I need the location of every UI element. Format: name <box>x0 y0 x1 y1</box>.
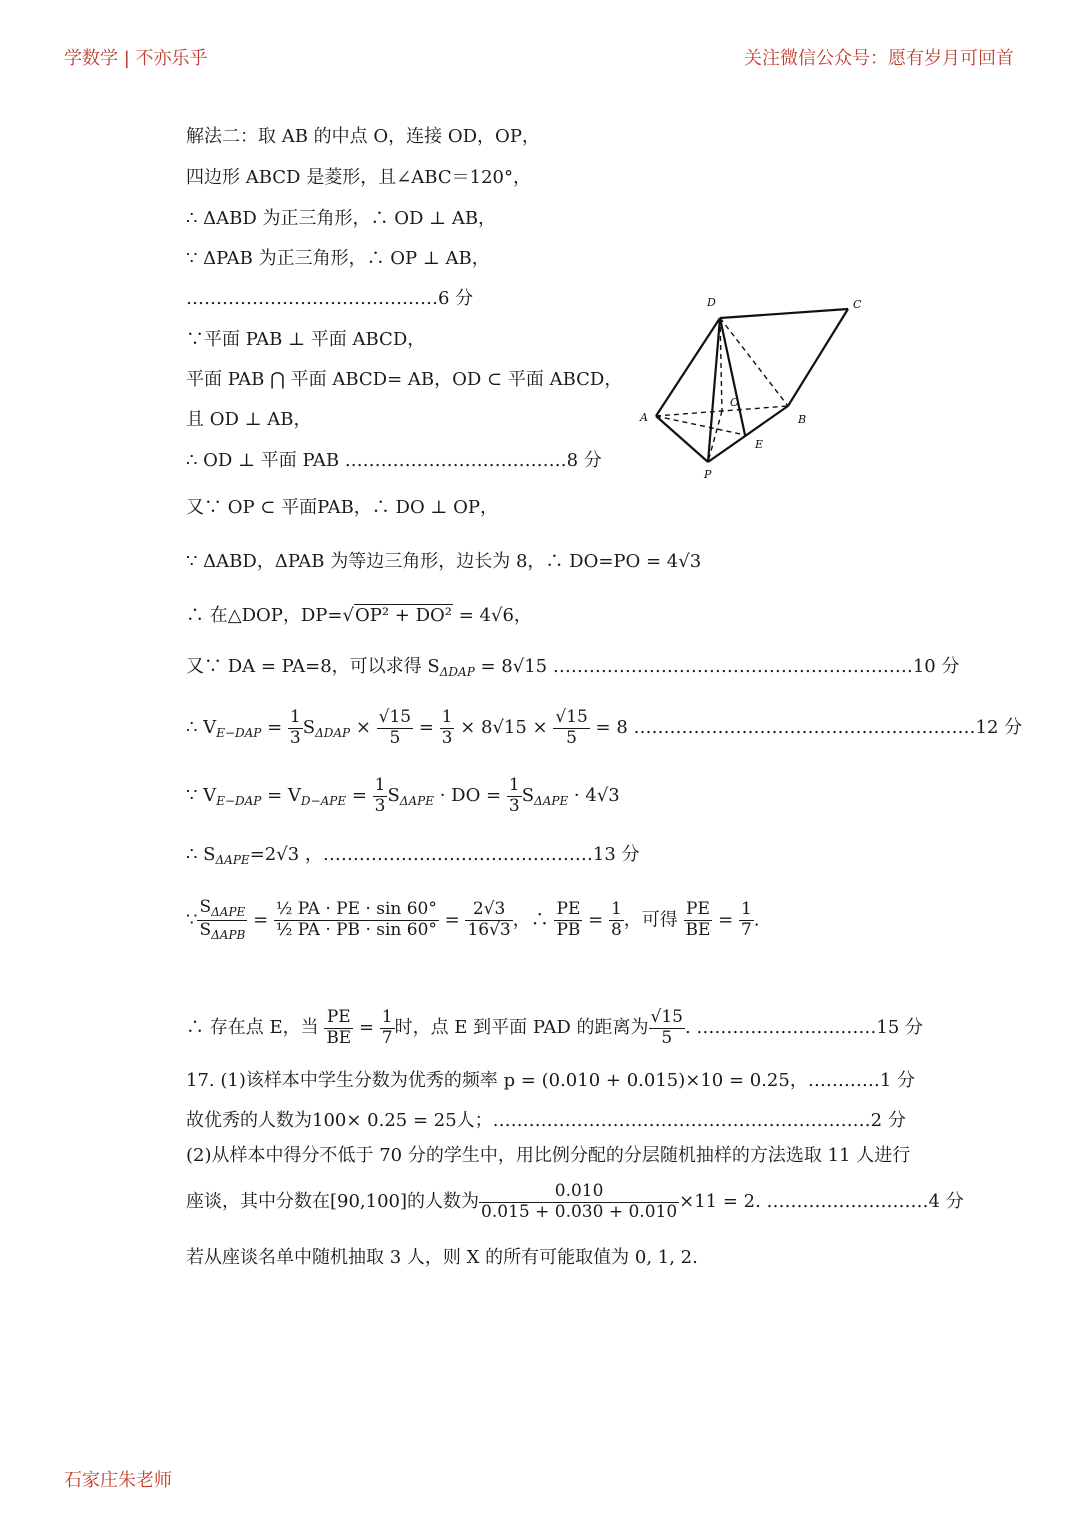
frac-num: 1 <box>289 707 301 727</box>
frac-one-third-d <box>507 776 522 816</box>
frac-den: 16√3 <box>467 919 511 940</box>
eq-ve-post: · 4√3 <box>568 785 620 807</box>
frac-den: 3 <box>508 795 520 816</box>
line-7: 平面 PAB ⋂ 平面 ABCD= AB，OD ⊂ 平面 ABCD， <box>186 369 623 390</box>
frac-num: √15 <box>555 707 588 727</box>
line-5-score: ……………………………………6 分 <box>186 288 474 309</box>
edge-do-hidden <box>720 318 722 411</box>
frac-num: 1 <box>441 707 453 727</box>
eq-dp-pre: ∴ 在△DOP，DP= <box>186 605 343 626</box>
eq-v-sub2: ΔDAP <box>315 726 351 741</box>
eq-ve-s1: S <box>387 785 400 807</box>
frac-one-seventh <box>739 900 754 940</box>
eq-concl-eq: = <box>353 1017 380 1039</box>
label-b: B <box>798 413 807 426</box>
eq-ratio-eq1: = <box>247 909 274 931</box>
frac-num-s: S <box>199 897 212 917</box>
eq-v-times: × <box>350 717 377 739</box>
eq-sape-sub: ΔAPE <box>215 853 250 867</box>
edge-ad <box>656 318 720 416</box>
eq-v-mid4: × 8√15 × <box>454 717 554 739</box>
pyramid-figure <box>636 292 876 492</box>
frac-den-s: S <box>199 919 212 940</box>
eq-ratio-pre: ∵ <box>186 909 198 931</box>
line-17d <box>186 1182 964 1222</box>
eq-sdap-post: = 8√15 ……………………………………………………10 分 <box>474 656 960 677</box>
frac-num: ½ PA · PE · sin 60° <box>274 900 439 921</box>
eq-v-sub: E−DAP <box>216 726 262 741</box>
frac-den: 5 <box>389 727 401 748</box>
eq-ve-do: · DO = <box>433 785 507 807</box>
line-17c: (2)从样本中得分不低于 70 分的学生中，用比例分配的分层随机抽样的方法选取 11 人进行 <box>186 1145 911 1166</box>
label-o: O <box>730 396 740 409</box>
line-17e: 若从座谈名单中随机抽取 3 人，则 X 的所有可能取值为 0, 1, 2. <box>186 1247 698 1268</box>
eq-v-s: S <box>302 717 316 739</box>
header-left: 学数学 | 不亦乐乎 <box>64 48 208 69</box>
frac-sin-area <box>274 900 439 940</box>
eq-ve-mid: = V <box>261 785 301 807</box>
eq-concl-pre: ∴ 存在点 E，当 <box>186 1017 325 1039</box>
frac-den: 7 <box>381 1027 393 1048</box>
line-6: ∵平面 PAB ⊥ 平面 ABCD， <box>186 329 426 350</box>
frac-num: PE <box>324 1008 353 1029</box>
frac-one-seventh-b <box>380 1008 395 1048</box>
frac-pe-pb <box>554 900 582 940</box>
header-right: 关注微信公众号：愿有岁月可回首 <box>744 48 1014 69</box>
edge-ap <box>656 416 708 462</box>
line-dp: ∴ 在△DOP，DP=√OP² + DO² = 4√6， <box>186 605 532 626</box>
frac-num <box>197 898 247 921</box>
frac-num: 1 <box>381 1007 393 1027</box>
label-e: E <box>755 438 764 451</box>
eq-concl-mid: 时，点 E 到平面 PAD 的距离为 <box>394 1017 649 1039</box>
frac-den: 7 <box>740 919 752 940</box>
edge-ae-hidden <box>656 416 745 435</box>
frac-r15-over-5-c <box>649 1008 685 1048</box>
eq-17d-post: ×11 = 2. ………………………4 分 <box>679 1191 964 1213</box>
eq-ve-eq: = <box>346 785 373 807</box>
frac-sape-sapb <box>197 898 247 943</box>
frac-num: 2√3 <box>465 900 512 921</box>
line-ratio <box>186 898 760 943</box>
line-8: 且 OD ⊥ AB， <box>186 409 312 430</box>
eq-ratio-eq2: = <box>438 909 466 931</box>
line-conclusion <box>186 1008 923 1048</box>
eq-ratio-eq4: = <box>712 909 739 931</box>
eq-v-eq1: = <box>261 717 288 739</box>
frac-num: 1 <box>610 899 622 920</box>
line-4: ∵ ΔPAB 为正三角形，∴ OP ⊥ AB， <box>186 248 490 269</box>
line-3: ∴ ΔABD 为正三角形，∴ OD ⊥ AB， <box>186 208 497 229</box>
eq-concl-post: . …………………………15 分 <box>684 1017 924 1039</box>
line-17b: 故优秀的人数为100× 0.25 = 25人；………………………………………………………2 分 <box>186 1110 906 1131</box>
eq-ratio-end: . <box>753 909 760 931</box>
frac-den: PB <box>556 919 581 940</box>
frac-stratified <box>479 1182 679 1222</box>
eq-v-post: = 8 …………………………………………………12 分 <box>589 717 1023 739</box>
eq-sdap-pre: 又∵ DA = PA=8，可以求得 S <box>186 656 440 677</box>
frac-num: √15 <box>650 1007 683 1027</box>
frac-one-third-c <box>373 776 388 816</box>
frac-num: 1 <box>374 775 386 795</box>
line-volume <box>186 708 1022 748</box>
eq-dp-radicand: OP² + DO² <box>354 605 452 626</box>
frac-num: 1 <box>740 899 752 920</box>
eq-ve-s2: S <box>521 785 535 807</box>
eq-v-eq2: = <box>413 717 440 739</box>
frac-den: BE <box>685 919 711 940</box>
edge-de <box>720 318 745 435</box>
frac-one-third-b <box>440 708 455 748</box>
edge-pb <box>708 406 788 462</box>
line-volume-eq <box>186 776 620 816</box>
eq-dp-post: = 4√6， <box>453 605 532 626</box>
frac-den: 0.015 + 0.030 + 0.010 <box>481 1201 678 1222</box>
line-2: 四边形 ABCD 是菱形，且∠ABC＝120°， <box>186 167 531 188</box>
frac-den: 5 <box>566 727 577 748</box>
eq-ve-sub2: D−APE <box>300 794 347 809</box>
eq-v-pre: ∴ V <box>186 717 217 739</box>
frac-num: 1 <box>508 775 520 795</box>
eq-ratio-eq3: = <box>582 909 609 931</box>
eq-sape-post: =2√3 ，………………………………………13 分 <box>249 844 640 865</box>
footer-author: 石家庄朱老师 <box>64 1470 172 1491</box>
line-1: 解法二：取 AB 的中点 O，连接 OD，OP， <box>186 126 540 147</box>
eq-ratio-get: ，可得 <box>623 909 684 931</box>
line-17a: 17. (1)该样本中学生分数为优秀的频率 p = (0.010 + 0.015)×10 = 0.25，…………1 分 <box>186 1070 916 1091</box>
line-sdap <box>186 656 959 679</box>
frac-r15-over-5-a <box>377 708 413 748</box>
frac-den: 3 <box>289 727 301 748</box>
frac-num: PE <box>684 900 713 921</box>
frac-den: 5 <box>661 1027 673 1048</box>
frac-pe-be-b <box>324 1008 353 1048</box>
line-10: 又∵ OP ⊂ 平面PAB，∴ DO ⊥ OP， <box>186 497 498 518</box>
label-p: P <box>704 468 712 481</box>
frac-den: 8 <box>610 919 622 940</box>
frac-den <box>197 921 247 943</box>
frac-2r3-16r3 <box>465 900 512 940</box>
frac-den: ½ PA · PB · sin 60° <box>275 919 437 940</box>
edge-dc <box>720 309 848 318</box>
eq-ve-pre: ∵ V <box>186 785 217 807</box>
frac-num-sub: ΔAPE <box>211 905 246 919</box>
frac-den: 3 <box>374 795 386 816</box>
eq-ve-sub3: ΔAPE <box>399 794 434 809</box>
edge-cb <box>788 309 848 406</box>
eq-ve-sub4: ΔAPE <box>534 794 569 809</box>
frac-den: BE <box>326 1027 352 1048</box>
frac-pe-be <box>684 900 713 940</box>
line-sape <box>186 844 640 867</box>
eq-ratio-then: ，∴ <box>512 909 555 931</box>
eq-ve-sub1: E−DAP <box>216 794 262 809</box>
frac-num: PE <box>554 900 582 921</box>
frac-den: 3 <box>441 727 453 748</box>
eq-sape-pre: ∴ S <box>186 844 216 865</box>
label-c: C <box>853 298 862 311</box>
frac-num: 0.010 <box>479 1182 679 1203</box>
line-11: ∵ ΔABD，ΔPAB 为等边三角形，边长为 8，∴ DO=PO = 4√3 <box>186 551 702 572</box>
label-a: A <box>640 411 648 424</box>
line-9: ∴ OD ⊥ 平面 PAB .………………………………8 分 <box>186 450 602 471</box>
frac-den-sub: ΔAPB <box>211 927 246 942</box>
eq-17d-pre: 座谈，其中分数在[90,100]的人数为 <box>186 1191 480 1213</box>
frac-one-third-a <box>288 708 303 748</box>
frac-one-eighth <box>609 900 624 940</box>
eq-sdap-sub: ΔDAP <box>439 665 475 679</box>
label-d: D <box>707 296 716 309</box>
frac-num: √15 <box>378 707 412 727</box>
frac-r15-over-5-b <box>553 708 589 748</box>
